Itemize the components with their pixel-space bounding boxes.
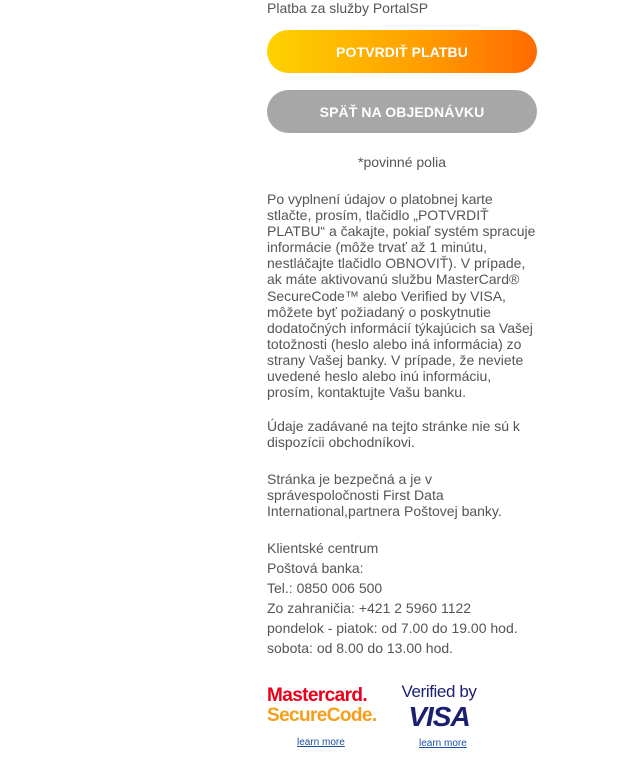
info-paragraph-processing: Po vyplnení údajov o platobnej karte stlačte, prosím, tlačidlo „POTVRDIŤ PLATBU“ a čakajte, pokiaľ systém spracuje informácie (môže trvať až 1 minútu, nestláčajte tlačidlo OBNOVIŤ). V prípade, ak máte aktivovanú službu MasterCard® SecureCode™ alebo Verified by VISA, môžete byť požiadaný o poskytnutie dodatočných informácií týkajúcich sa Vašej totožnosti (heslo alebo iná informácia) zo strany Vašej banky. V prípade, že neviete uvedené heslo alebo inú informáciu, prosím, kontaktujte Vašu banku.	[267, 191, 536, 401]
visa-learn-more-link[interactable]: learn more	[419, 738, 467, 749]
securecode-logo-text: SecureCode.	[267, 705, 377, 726]
info-paragraph-privacy: Údaje zadávané na tejto stránke nie sú k dispozícii obchodníkovi.	[267, 418, 520, 451]
contact-title: Klientské centrum	[267, 540, 379, 556]
back-to-order-button[interactable]: SPÄŤ NA OBJEDNÁVKU	[267, 90, 537, 133]
merchant-label: Platba za služby PortalSP	[267, 0, 429, 16]
contact-hours-weekday: pondelok - piatok: od 7.00 do 19.00 hod.	[267, 620, 518, 636]
contact-abroad-phone: Zo zahraničia: +421 2 5960 1122	[267, 600, 472, 616]
contact-bank: Poštová banka:	[267, 560, 364, 576]
mastercard-learn-more-link[interactable]: learn more	[297, 737, 345, 748]
info-paragraph-security: Stránka je bezpečná a je v správespoločnosti First Data International,partnera Poštovej banky.	[267, 471, 502, 520]
mastercard-securecode-logo	[267, 686, 377, 726]
required-fields-note: *povinné polia	[358, 154, 446, 170]
verified-by-visa-logo	[394, 682, 484, 732]
contact-block	[267, 538, 547, 658]
security-logos	[267, 682, 537, 752]
mastercard-logo-text: Mastercard.	[267, 685, 368, 706]
visa-logo-text: VISA	[408, 701, 470, 732]
verified-by-text: Verified by	[401, 682, 477, 701]
contact-hours-saturday: sobota: od 8.00 do 13.00 hod.	[267, 640, 454, 656]
confirm-payment-button[interactable]: POTVRDIŤ PLATBU	[267, 30, 537, 73]
contact-phone: Tel.: 0850 006 500	[267, 580, 383, 596]
